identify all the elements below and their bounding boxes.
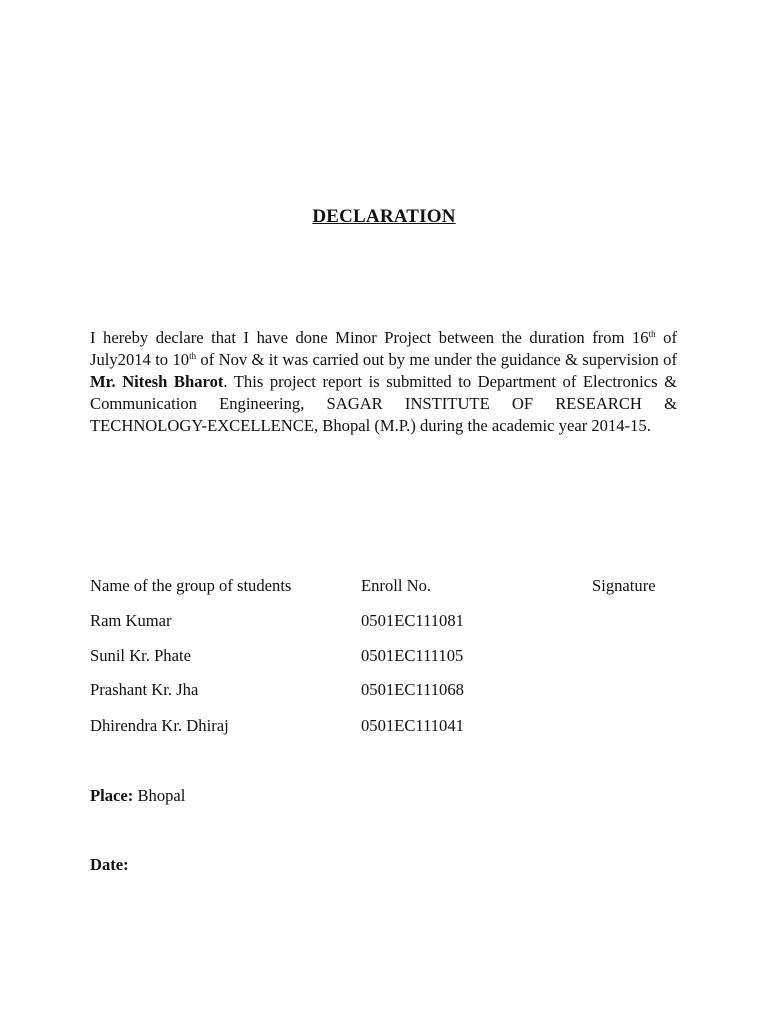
superscript-th-2: th	[189, 351, 197, 361]
superscript-th-1: th	[648, 329, 656, 339]
header-signature: Signature	[592, 576, 656, 595]
page-title: DECLARATION	[312, 206, 456, 227]
declaration-paragraph	[90, 327, 677, 437]
student-enroll: 0501EC111041	[361, 716, 464, 735]
declaration-text-3: of Nov & it was carried out by me under the guidance & supervision of	[196, 350, 677, 369]
student-name: Dhirendra Kr. Dhiraj	[90, 716, 229, 735]
student-name: Prashant Kr. Jha	[90, 680, 199, 699]
place-label: Place:	[90, 786, 134, 805]
student-enroll: 0501EC111081	[361, 611, 464, 630]
place-value: Bhopal	[133, 786, 186, 805]
table-header-row	[90, 576, 690, 598]
student-name: Ram Kumar	[90, 611, 172, 630]
student-enroll: 0501EC111105	[361, 646, 464, 665]
student-name: Sunil Kr. Phate	[90, 646, 191, 665]
place-line	[90, 786, 185, 806]
header-enroll: Enroll No.	[361, 576, 432, 595]
table-row	[90, 611, 690, 633]
declaration-text-2: of July2014 to 10	[90, 328, 677, 369]
date-label: Date:	[90, 855, 129, 874]
header-name: Name of the group of students	[90, 576, 292, 595]
date-line	[90, 855, 129, 875]
table-row	[90, 680, 690, 702]
declaration-text-1: I hereby declare that I have done Minor Project between the duration from 16	[90, 328, 649, 347]
guide-name: Mr. Nitesh Bharot	[90, 372, 224, 391]
declaration-text-4: . This project report is submitted to Department of Electronics & Communication Engineering, SAGAR INSTITUTE OF RESEARCH & TECHNOLOGY-EXCELLENCE, Bhopal (M.P.) during the academic year 2014-15.	[90, 372, 677, 435]
table-row	[90, 716, 690, 738]
student-enroll: 0501EC111068	[361, 680, 464, 699]
table-row	[90, 646, 690, 668]
